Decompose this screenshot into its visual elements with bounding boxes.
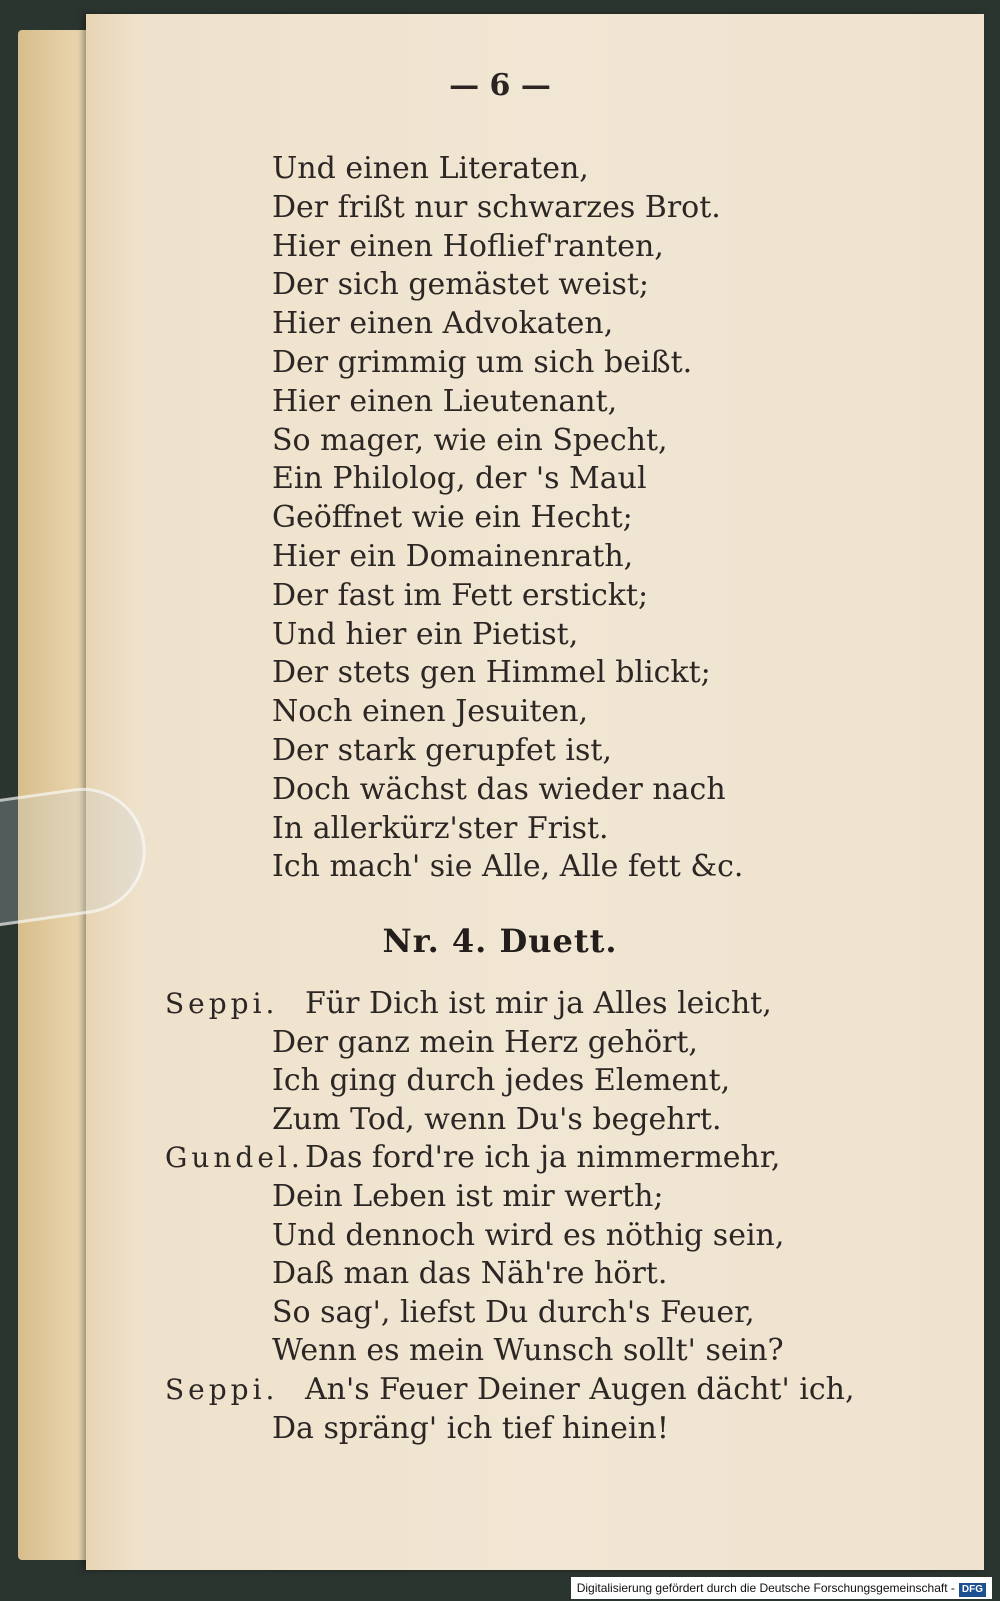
credit-text: Digitalisierung gefördert durch die Deutsche Forschungsgemeinschaft -	[576, 1581, 955, 1595]
verse-line: So sag', liefst Du durch's Feuer,	[272, 1294, 755, 1330]
duet-dialogue	[0, 985, 1000, 1448]
verse-line: Ich mach' sie Alle, Alle fett &c.	[272, 849, 744, 885]
verse-line: In allerkürz'ster Frist.	[272, 810, 609, 846]
speaker-name: Seppi.	[165, 1372, 279, 1406]
verse-line: Da spräng' ich tief hinein!	[272, 1410, 669, 1446]
verse-line: Der frißt nur schwarzes Brot.	[272, 189, 721, 225]
verse-line: Für Dich ist mir ja Alles leicht,	[305, 986, 772, 1021]
speaker-lines	[0, 985, 1000, 1139]
speaker-block	[0, 985, 1000, 1139]
verse-line: Hier einen Advokaten,	[272, 306, 614, 342]
speaker-block	[0, 1139, 1000, 1371]
verse-line: Hier einen Hoflief'ranten,	[272, 228, 664, 264]
page-number: — 6 —	[449, 68, 551, 103]
verse-line: Und einen Literaten,	[272, 151, 589, 186]
verse-line: Wenn es mein Wunsch sollt' sein?	[272, 1333, 784, 1369]
speaker-block	[0, 1371, 1000, 1448]
verse-line: Der grimmig um sich beißt.	[272, 344, 693, 380]
verse-line: Dein Leben ist mir werth;	[272, 1178, 664, 1214]
section-heading: Nr. 4. Duett.	[382, 922, 618, 960]
verse-line: Der sich gemästet weist;	[272, 267, 650, 303]
verse-stanza	[272, 150, 743, 887]
verse-line: Zum Tod, wenn Du's begehrt.	[272, 1101, 722, 1137]
verse-line: Ein Philolog, der 's Maul	[272, 461, 647, 497]
verse-line: Und hier ein Pietist,	[272, 616, 579, 652]
verse-line: Der fast im Fett erstickt;	[272, 577, 649, 613]
verse-line: Doch wächst das wieder nach	[272, 771, 726, 807]
verse-line: Das ford're ich ja nimmermehr,	[305, 1140, 781, 1176]
verse-line: Hier einen Lieutenant,	[272, 383, 618, 419]
verse-line: Der ganz mein Herz gehört,	[272, 1024, 698, 1060]
verse-line: Und dennoch wird es nöthig sein,	[272, 1217, 785, 1253]
verse-line: So mager, wie ein Specht,	[272, 422, 668, 458]
verse-line: Geöffnet wie ein Hecht;	[272, 500, 633, 536]
dfg-logo-icon: DFG	[959, 1583, 986, 1597]
verse-line: Ich ging durch jedes Element,	[272, 1063, 731, 1099]
speaker-name: Seppi.	[165, 987, 279, 1020]
speaker-lines	[0, 1371, 1000, 1448]
speaker-lines	[0, 1139, 1000, 1371]
verse-line: Daß man das Näh're hört.	[272, 1256, 668, 1292]
digitization-credit	[571, 1577, 992, 1599]
verse-line: Der stets gen Himmel blickt;	[272, 655, 711, 691]
verse-line: An's Feuer Deiner Augen dächt' ich,	[305, 1371, 855, 1407]
verse-line: Noch einen Jesuiten,	[272, 694, 589, 730]
verse-line: Hier ein Domainenrath,	[272, 538, 634, 574]
speaker-name: Gundel.	[165, 1141, 304, 1175]
verse-line: Der stark gerupfet ist,	[272, 732, 612, 768]
